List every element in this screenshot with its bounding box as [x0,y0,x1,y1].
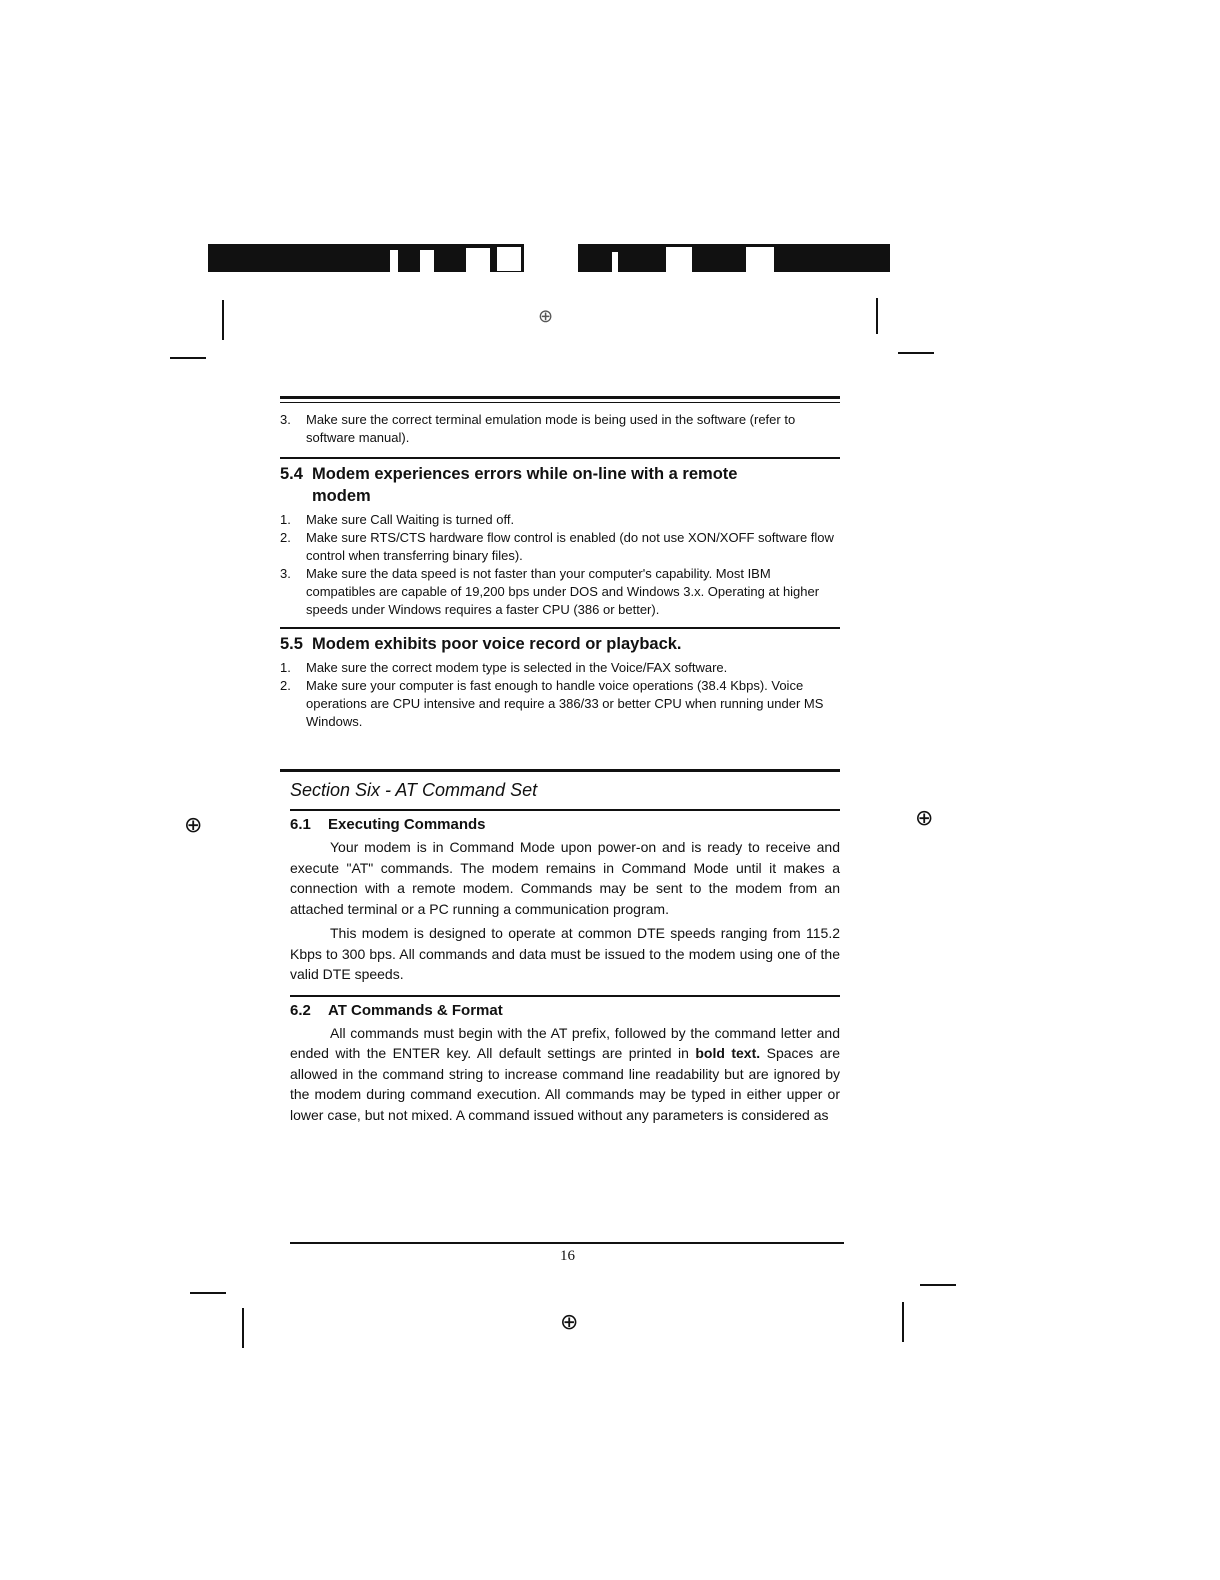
registration-mark-right-icon: ⊕ [915,806,934,831]
header-band-gap-2 [420,250,434,272]
registration-mark-bottom-icon: ⊕ [560,1310,579,1335]
section-heading-6-1 [290,815,840,835]
header-band-gap-4 [746,247,774,272]
section-title: Modem exhibits poor voice record or playback. [312,635,682,653]
section-number: 5.5 [280,635,303,653]
page-number: 16 [560,1248,575,1264]
item-text: Make sure the correct terminal emulation mode is being used in the software (refer to software manual). [306,412,796,445]
crop-mark-bottom-left-vertical [242,1308,244,1348]
section-rule [290,995,840,997]
list-item [280,677,840,731]
list-item [280,565,840,619]
top-rule [280,396,840,403]
section-heading-5-4 [280,463,840,507]
header-band-box-1 [466,248,490,272]
list-item [280,529,840,565]
item-number: 3. [280,412,291,427]
section-heading-6-2 [290,1001,840,1021]
header-band-gap-1 [390,250,398,272]
page-content [280,396,840,1125]
header-band-box-2 [496,246,522,272]
crop-mark-top-right-horizontal [898,352,934,354]
section-title-line2: modem [312,487,371,505]
bold-text-phrase: bold text. [695,1045,761,1061]
paragraph-text: Spaces are allowed in the command string to increase command line readability but are ignored by the modem during command execution. All commands may be typed in either upper or lower case, but not mixed. A command issued without any parameters is considered as [290,1045,840,1123]
section-rule [280,457,840,459]
footer-rule [290,1242,844,1244]
crop-mark-top-left-vertical [222,300,224,340]
section-six-bottom-rule [290,809,840,811]
header-band-gap-3 [666,247,692,272]
section-six-title: Section Six - AT Command Set [290,780,538,800]
list-item [280,511,840,529]
section-number: 5.4 [280,465,303,483]
list-item [280,659,840,677]
section-title-line1: Modem experiences errors while on-line with a remote [312,465,738,483]
header-band-right [578,244,890,272]
section-title: Executing Commands [328,816,486,833]
section-heading-5-5 [280,633,840,655]
item-text: Make sure the data speed is not faster than your computer's capability. Most IBM compatibles are capable of 19,200 bps under DOS and Windows 3.x. Operating at higher speeds under Windows requires a faster CPU (386 or better). [306,566,820,617]
item-number: 3. [280,566,291,581]
header-band-gap-5 [612,252,618,272]
section-number: 6.2 [290,1001,311,1019]
item-number: 1. [280,512,291,527]
section-number: 6.1 [290,816,311,833]
paragraph-text: All commands must begin with the AT prefix, followed by the command letter and ended with the ENTER key. All default settings are printed in [290,1024,840,1061]
item-number: 1. [280,660,291,675]
paragraph: Your modem is in Command Mode upon power-on and is ready to receive and execute "AT" commands. The modem remains in Command Mode until it makes a connection with a remote modem. Commands may be sent to the modem from an attached terminal or a PC running a communication program. [290,839,840,917]
paragraph: This modem is designed to operate at common DTE speeds ranging from 115.2 Kbps to 300 bps. All commands and data must be issued to the modem using one of the valid DTE speeds. [290,925,840,982]
registration-mark-top-icon: ⊕ [538,306,554,327]
item-number: 2. [280,678,291,693]
crop-mark-bottom-right-horizontal [920,1284,956,1286]
item-text: Make sure RTS/CTS hardware flow control is enabled (do not use XON/XOFF software flow control when transferring binary files). [306,530,834,563]
section-rule [280,627,840,629]
item-text: Make sure your computer is fast enough to handle voice operations (38.4 Kbps). Voice operations are CPU intensive and require a 386/33 or better CPU when running under MS Windows. [306,678,824,729]
section-six-top-rule [280,769,840,772]
section-title: AT Commands & Format [328,1001,503,1019]
crop-mark-bottom-right-vertical [902,1302,904,1342]
item-text: Make sure the correct modem type is selected in the Voice/FAX software. [306,660,728,675]
registration-mark-left-icon: ⊕ [184,813,203,838]
item-number: 2. [280,530,291,545]
crop-mark-bottom-left-horizontal [190,1292,226,1294]
crop-mark-top-right-vertical [876,298,878,334]
crop-mark-top-left-horizontal [170,357,206,359]
item-text: Make sure Call Waiting is turned off. [306,512,515,527]
list-item [280,411,840,447]
paragraph [290,1023,840,1126]
